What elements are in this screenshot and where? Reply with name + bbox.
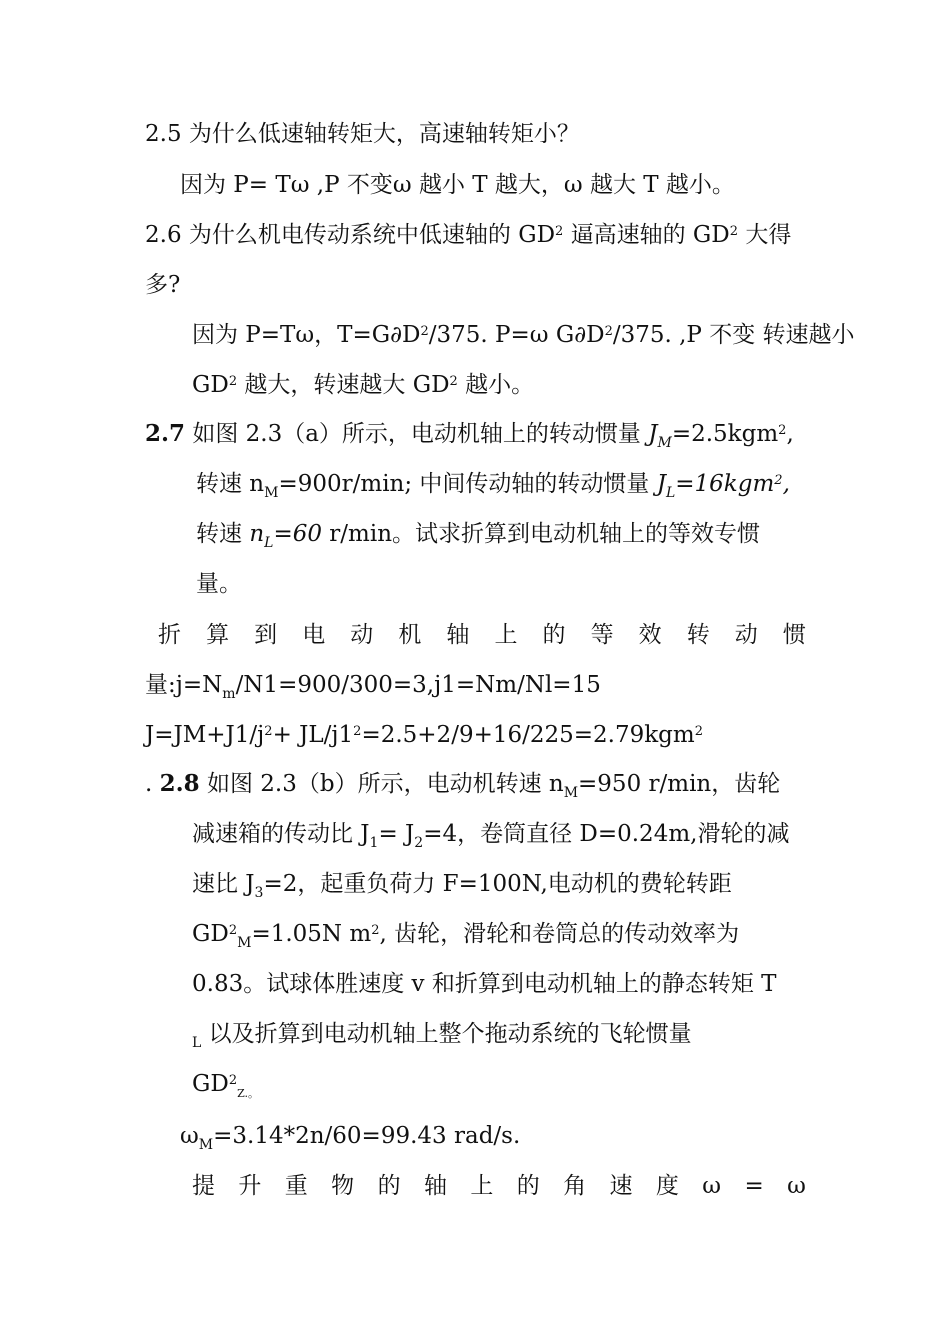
question-2-6-line2: 多?: [145, 272, 181, 298]
answer-2-7-line3: $J=JM+J1/j^2+ JL/j1^2=2.5+2/9+16/225=2.79kgm^2$: [145, 722, 703, 748]
answer-2-8-omega: $\omega_M=3.14*2n/60=99.43$ rad/s.: [180, 1123, 521, 1153]
answer-2-6-line2: $GD^2$ 越大，转速越大 $GD^2$ 越小。: [192, 372, 535, 398]
question-2-8-line6: $_L$ 以及折算到电动机轴上整个拖动系统的飞轮惯量: [192, 1021, 692, 1051]
question-2-8-line5: 0.83。试球体胜速度 v 和折算到电动机轴上的静态转矩 T: [192, 971, 777, 997]
question-number: 2.8: [159, 770, 200, 797]
question-2-7-line2: 转速 $n_M=900r/\min$; 中间传动轴的转动惯量 $J_L=16kgm^2$,: [196, 471, 790, 501]
question-number: 2.7: [145, 420, 186, 447]
answer-2-7-line1: 折 算 到 电 动 机 轴 上 的 等 效 转 动 惯: [158, 622, 806, 648]
question-2-8-line4: $GD^2_M=1.05N$ $m^2$, 齿轮，滑轮和卷筒总的传动效率为: [192, 921, 740, 951]
question-2-8-line2: 减速箱的传动比 $J_1= J_2=4$，卷筒直径 D=0.24m,滑轮的减: [192, 821, 790, 851]
answer-2-5: 因为 P= Tω ,P 不变ω 越小 T 越大，ω 越大 T 越小。: [180, 172, 735, 198]
question-2-8-line3: 速比 $J_3=2$，起重负荷力 F=100N,电动机的费轮转距: [192, 871, 732, 901]
question-2-8-line1: . 2.8 如图 2.3（b）所示，电动机转速 $n_M=950$ r/min，齿轮: [145, 770, 781, 801]
question-2-7-line3: 转速 $n_L=60$ r/min。试求折算到电动机轴上的等效专惯: [196, 521, 761, 551]
question-2-7-line1: 2.7 如图 2.3（a）所示，电动机轴上的转动惯量 $J_M=2.5kgm^2$,: [145, 420, 794, 451]
question-2-5: 2.5 为什么低速轴转矩大，高速轴转矩小？: [145, 121, 580, 147]
question-2-8-line7: $GD^2_{Z.。}$: [192, 1071, 260, 1100]
answer-2-7-line2: 量$:j=N_m/N1=900/300=3,j1=Nm/Nl=15$: [145, 672, 601, 702]
question-2-6-line1: 2.6 为什么机电传动系统中低速轴的 $GD^2$ 逼高速轴的 $GD^2$ 大得: [145, 222, 792, 248]
answer-2-6-line1: 因为 P=Tω，$T=G\partial D^2/375$. P=ω $G\partial D^2/375$. ,P 不变 转速越小: [192, 322, 855, 348]
answer-2-8-line2: 提 升 重 物 的 轴 上 的 角 速 度 ω = ω: [192, 1173, 806, 1199]
question-2-7-line4: 量。: [196, 571, 242, 597]
